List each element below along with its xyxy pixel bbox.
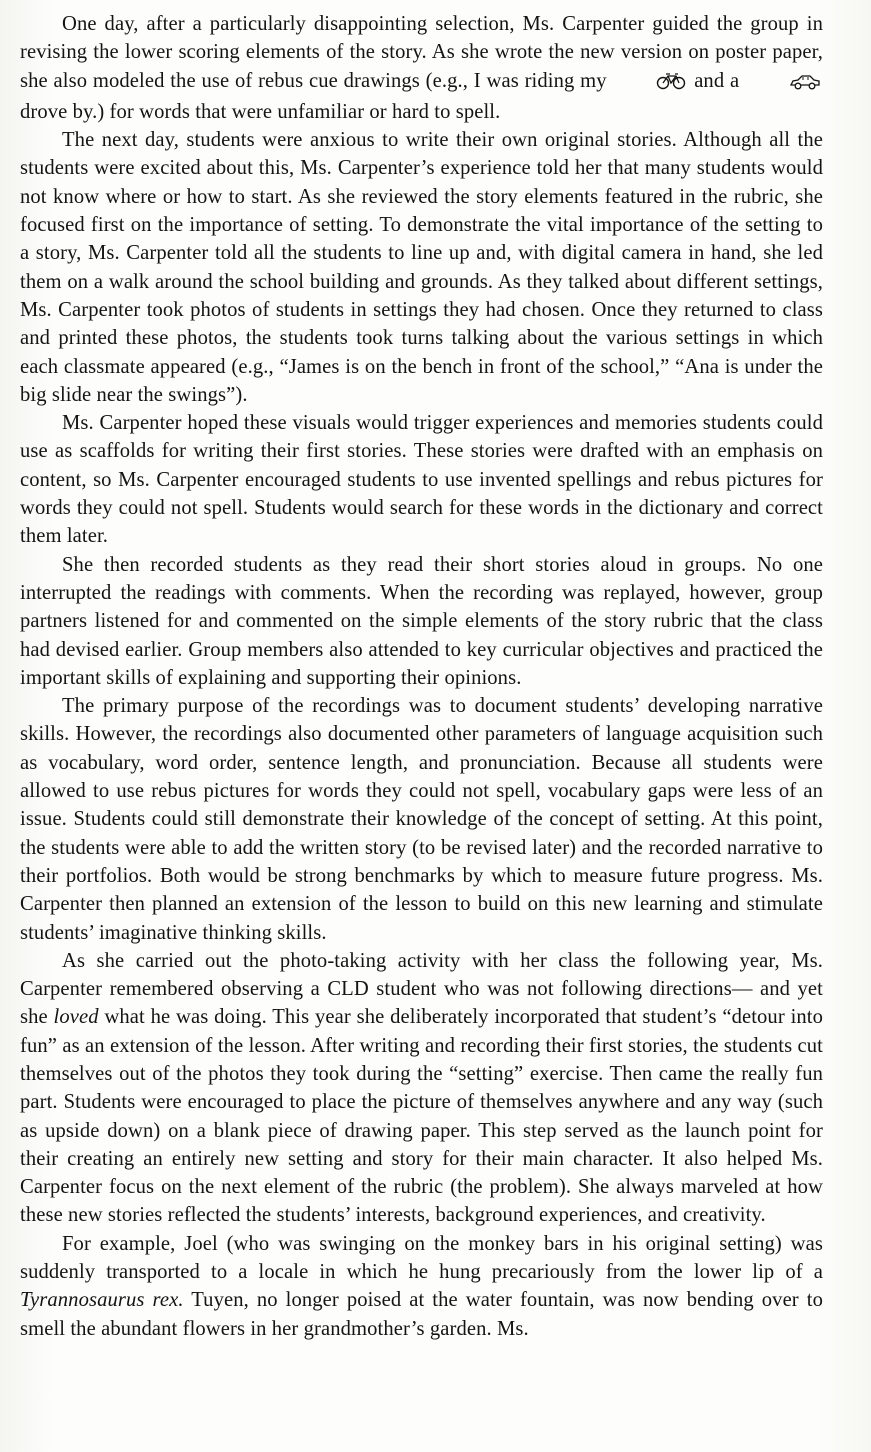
car-icon [747,70,821,98]
emphasis-text: loved [53,1006,99,1029]
paragraph-text: and a [694,69,740,92]
paragraph-setting-walk: The next day, students were anxious to write their own original stories. Although all the students were excited about this, Ms. Carpenter’s experience told her that many students would not know where or how to start. As she reviewed the story elements featured in the rubric, she focused first on the importance of setting. To demonstrate the vital importance of the setting to a story, Ms. Carpenter told all the students to line up and, with digital camera in hand, she led them on a walk around the school building and grounds. As they talked about different settings, Ms. Carpenter took photos of students in settings they had chosen. Once they returned to class and printed these photos, the students took turns talking about the various settings in which each classmate appeared (e.g., “James is on the bench in front of the school,” “Ana is under the big slide near the swings”). [20,129,823,406]
paragraph-recordings: She then recorded students as they read their short stories aloud in groups. No one interrupted the readings with comments. When the recording was replayed, however, group partners listened for and commented on the simple elements of the story rubric that the class had devised earlier. Group members also attended to key curricular objectives and practiced the important skills of explaining and supporting their opinions. [20,553,823,689]
paragraph-revision [20,10,823,126]
paragraph-text: One day, after a particularly disappointing selection, Ms. Carpenter guided the group in revising the lower scoring elements of the story. As she wrote the new version on poster paper, she also modeled the use of rebus cue drawings (e.g., I was riding my [20,13,823,92]
emphasis-text: Tyrannosaurus rex. [20,1289,184,1312]
paragraph-text: As she carried out the photo-taking activity with her class the following year, Ms. Carpenter remembered observing a CLD student who was not following directions— and yet she [20,949,823,1029]
paragraph-text: what he was doing. This year she deliberately incorporated that student’s “detour into fun” as an extension of the lesson. After writing and recording their first stories, the students cut themselves out of the photos they took during the “setting” exercise. Then came the really fun part. Students were encouraged to place the picture of themselves anywhere and any way (such as upside down) on a blank piece of drawing paper. This step served as the launch point for their creating an entirely new setting and story for their main character. It also helped Ms. Carpenter focus on the next element of the rubric (the problem). She always marveled at how these new stories reflected the students’ interests, background experiences, and creativity. [20,1006,824,1227]
paragraph-visual-scaffolds: Ms. Carpenter hoped these visuals would trigger experiences and memories students could use as scaffolds for writing their first stories. These stories were drafted with an emphasis on content, so Ms. Carpenter encouraged students to use invented spellings and rebus pictures for words they could not spell. Students would search for these words in the dictionary and correct them later. [20,412,823,548]
paragraph-text: Tuyen, no longer poised at the water fountain, was now bending over to smell the abundant flowers in her grandmother’s garden. Ms. [20,1289,823,1340]
bike-icon [614,70,686,98]
paragraph-detour-into-fun [20,947,823,1230]
paragraph-recording-purpose: The primary purpose of the recordings was to document students’ developing narrative skills. However, the recordings also documented other parameters of language acquisition such as vocabulary, word order, sentence length, and pronunciation. Because all students were allowed to use rebus pictures for words they could not spell, vocabulary gaps were less of an issue. Students could still demonstrate their knowledge of the concept of setting. At this point, the students were able to add the written story (to be revised later) and the recorded narrative to their portfolios. Both would be strong benchmarks by which to measure future progress. Ms. Carpenter then planned an extension of the lesson to build on this new learning and stimulate students’ imaginative thinking skills. [20,695,823,944]
paragraph-text: For example, Joel (who was swinging on the monkey bars in his original setting) was suddenly transported to a locale in which he hung precariously from the lower lip of a [20,1232,823,1284]
paragraph-examples [20,1230,823,1343]
paragraph-text: drove by.) for words that were unfamiliar or hard to spell. [20,100,501,123]
